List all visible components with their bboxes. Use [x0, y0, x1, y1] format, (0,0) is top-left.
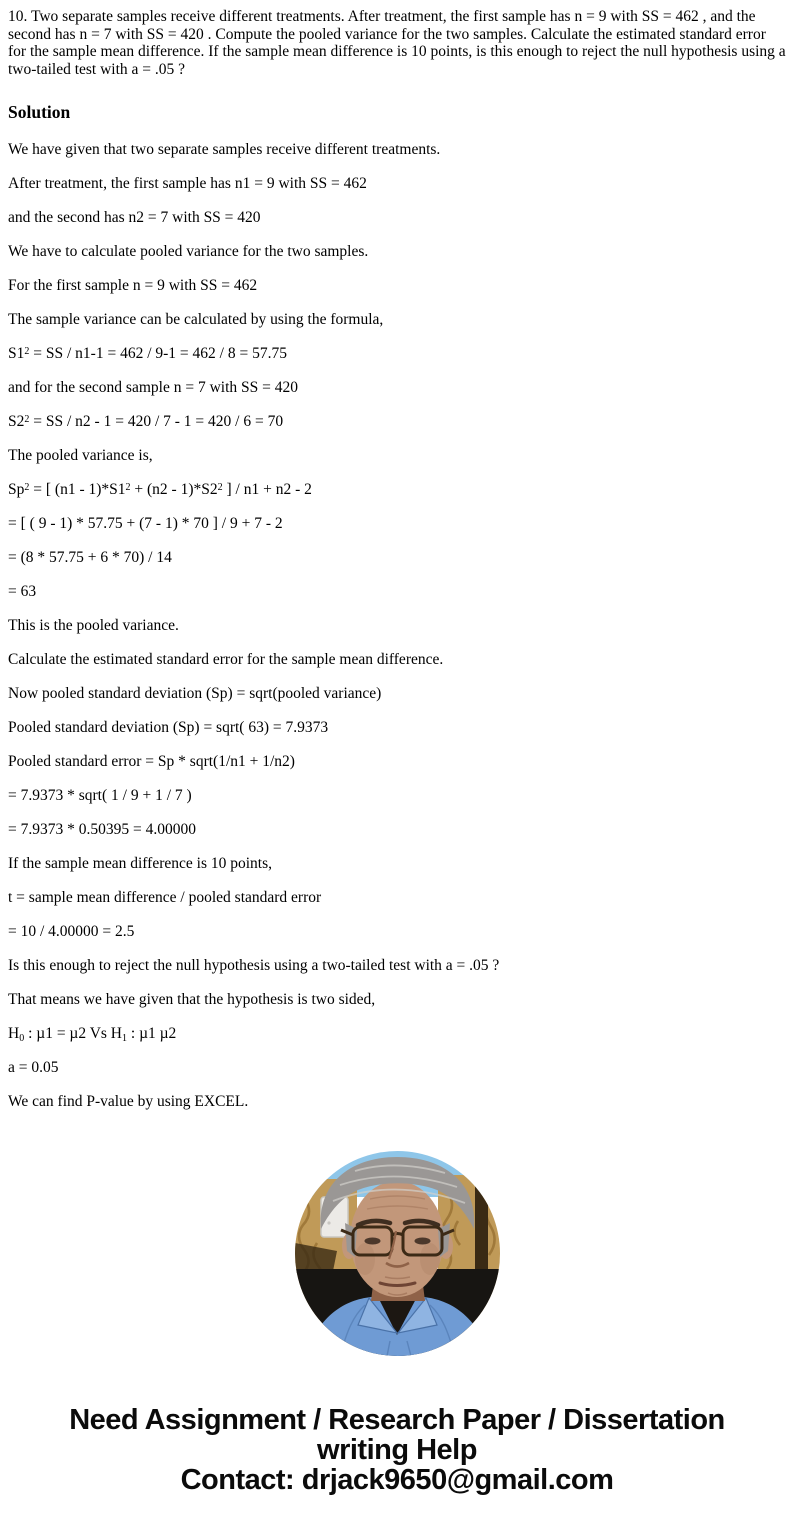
solution-paragraph: = 63	[8, 582, 37, 600]
solution-paragraph: We have to calculate pooled variance for the two samples.	[8, 242, 369, 260]
footer-contact-email: Contact: drjack9650@gmail.com	[180, 1463, 614, 1496]
solution-paragraph: $S1^2$ = SS / n1-1 = 462 / 9-1 = 462 / 8 = 57.75	[8, 344, 287, 362]
solution-paragraph: Now pooled standard deviation (Sp) = sqrt(pooled variance)	[8, 684, 382, 702]
solution-paragraph: If the sample mean difference is 10 points,	[8, 854, 272, 872]
solution-paragraph: Is this enough to reject the null hypothesis using a two-tailed test with a = .05 ?	[8, 956, 500, 974]
footer-banner	[8, 1405, 786, 1495]
solution-paragraph: t = sample mean difference / pooled standard error	[8, 888, 322, 906]
solution-paragraph: This is the pooled variance.	[8, 616, 179, 634]
solution-paragraph: = 7.9373 * 0.50395 = 4.00000	[8, 820, 196, 838]
solution-paragraph: For the first sample n = 9 with SS = 462	[8, 276, 258, 294]
solution-paragraph: After treatment, the first sample has n1 = 9 with SS = 462	[8, 174, 367, 192]
solution-paragraph: Calculate the estimated standard error for the sample mean difference.	[8, 650, 444, 668]
footer-line-1: Need Assignment / Research Paper / Dissertation	[69, 1403, 725, 1436]
tutor-photo	[8, 1151, 786, 1356]
solution-paragraph: and for the second sample n = 7 with SS = 420	[8, 378, 298, 396]
solution-paragraph: a = 0.05	[8, 1058, 59, 1076]
solution-paragraph: = 7.9373 * sqrt( 1 / 9 + 1 / 7 )	[8, 786, 192, 804]
solution-paragraph: The pooled variance is,	[8, 446, 153, 464]
solution-paragraph: = (8 * 57.75 + 6 * 70) / 14	[8, 548, 172, 566]
solution-paragraphs	[8, 141, 786, 1111]
tutor-photo-graphic	[295, 1151, 500, 1356]
solution-paragraph: $H_0$ : µ1 = µ2 Vs $H_1$ : µ1 µ2	[8, 1024, 177, 1044]
solution-paragraph: and the second has n2 = 7 with SS = 420	[8, 208, 261, 226]
solution-paragraph: $Sp^2$ = [ $(n1 - 1)*S1^2 + (n2 - 1)*S2^2$ ] / n1 + n2 - 2	[8, 480, 312, 498]
solution-heading: Solution	[8, 101, 71, 122]
solution-paragraph: We have given that two separate samples receive different treatments.	[8, 140, 441, 158]
solution-paragraph: = 10 / 4.00000 = 2.5	[8, 922, 135, 940]
solution-paragraph: That means we have given that the hypothesis is two sided,	[8, 990, 376, 1008]
solution-paragraph: = [ ( 9 - 1) * 57.75 + (7 - 1) * 70 ] / 9 + 7 - 2	[8, 514, 283, 532]
solution-paragraph: The sample variance can be calculated by using the formula,	[8, 310, 384, 328]
question-text: 10. Two separate samples receive different treatments. After treatment, the first sample has n = 9 with SS = 462 , and the second has n = 7 with SS = 420 . Compute the pooled variance for the two samples. Calculate the estimated standard error for the sample mean difference. If the sample mean difference is 10 points, is this enough to reject the null hypothesis using a two-tailed test with a = .05 ?	[8, 8, 786, 79]
photo-eyes	[364, 1237, 380, 1244]
photo-face	[350, 1181, 444, 1297]
solution-paragraph: Pooled standard deviation (Sp) = sqrt( 63) = 7.9373	[8, 718, 329, 736]
footer-line-2: writing Help	[317, 1433, 477, 1466]
solution-paragraph: $S2^2$ = SS / n2 - 1 = 420 / 7 - 1 = 420 / 6 = 70	[8, 412, 284, 430]
solution-paragraph: Pooled standard error = Sp * sqrt(1/n1 + 1/n2)	[8, 752, 295, 770]
solution-paragraph: We can find P-value by using EXCEL.	[8, 1092, 249, 1110]
photo-frame-strip	[475, 1173, 488, 1273]
